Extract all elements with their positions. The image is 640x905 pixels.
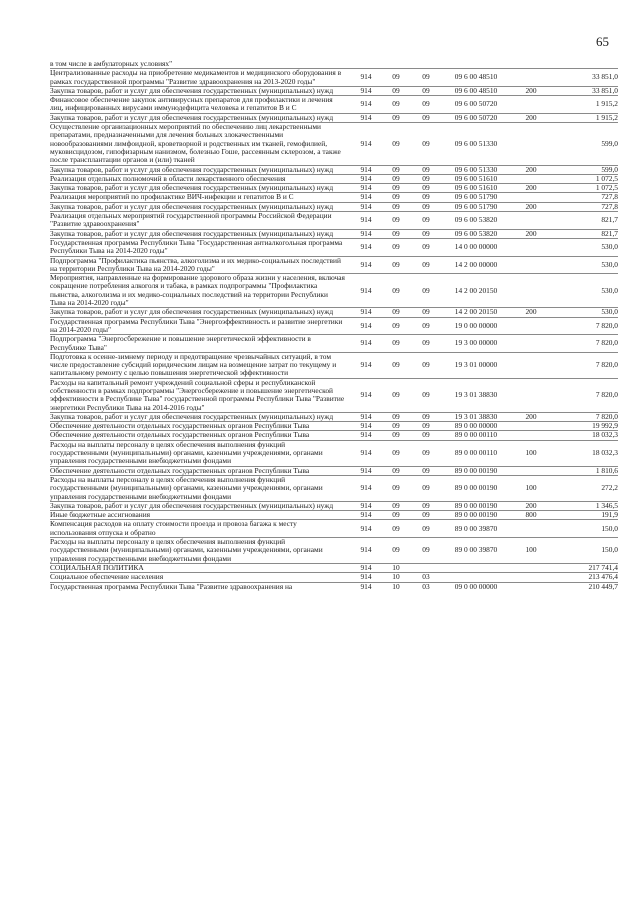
ministry-code: 914 (351, 274, 381, 308)
target-article: 89 0 00 00110 (441, 440, 511, 466)
target-article: 09 6 00 50720 (441, 96, 511, 114)
expense-type: 100 (511, 475, 551, 501)
target-article: 09 6 00 51790 (441, 202, 511, 211)
section-code: 09 (381, 475, 411, 501)
subsection-code: 09 (411, 431, 441, 440)
ministry-code (351, 60, 381, 69)
ministry-code: 914 (351, 378, 381, 412)
target-article: 09 6 00 48510 (441, 69, 511, 87)
target-article: 09 6 00 51790 (441, 193, 511, 202)
row-name: Осуществление организационных мероприятий по обеспечению лиц лекарственными препаратами, предназначенными для лечения больных злокачественными новообразованиями лимфоидной, кроветворной и родственных им тканей, гемофилией, муковисцидозом, гипофизарным нанизмом, болезнью Гоше, рассеянным склерозом, а также после трансплантации органов и (или) тканей (50, 123, 351, 165)
subsection-code: 09 (411, 422, 441, 431)
section-code: 10 (381, 563, 411, 572)
subsection-code: 09 (411, 352, 441, 378)
row-name: Закупка товаров, работ и услуг для обеспечения государственных (муниципальных) нужд (50, 501, 351, 510)
amount: 530,0 (551, 308, 618, 317)
table-row (50, 308, 618, 317)
target-article: 09 6 00 48510 (441, 86, 511, 95)
amount: 599,0 (551, 123, 618, 165)
amount: 1 346,5 (551, 501, 618, 510)
table-row (50, 238, 618, 256)
section-code: 09 (381, 174, 411, 183)
amount (551, 60, 618, 69)
row-name: Расходы на выплаты персоналу в целях обеспечения выполнения функций государственными (муниципальными) органами, казенными учреждениями, органами управления государственными внебюджетными фондами (50, 475, 351, 501)
section-code: 09 (381, 193, 411, 202)
expense-type: 100 (511, 440, 551, 466)
amount: 599,0 (551, 165, 618, 174)
expense-type (511, 123, 551, 165)
expense-type (511, 274, 551, 308)
target-article: 89 0 00 00000 (441, 422, 511, 431)
section-code: 09 (381, 123, 411, 165)
subsection-code: 09 (411, 308, 441, 317)
expense-type (511, 212, 551, 230)
section-code: 09 (381, 165, 411, 174)
expense-type (511, 378, 551, 412)
table-row (50, 475, 618, 501)
subsection-code: 09 (411, 412, 441, 421)
target-article: 89 0 00 00190 (441, 475, 511, 501)
target-article: 89 0 00 00190 (441, 466, 511, 475)
amount: 530,0 (551, 256, 618, 274)
ministry-code: 914 (351, 412, 381, 421)
row-name: Закупка товаров, работ и услуг для обеспечения государственных (муниципальных) нужд (50, 86, 351, 95)
row-name: Реализация мероприятий по профилактике ВИЧ-инфекции и гепатитов В и С (50, 193, 351, 202)
table-row (50, 165, 618, 174)
target-article (441, 573, 511, 582)
budget-table-body (50, 60, 618, 591)
subsection-code (411, 60, 441, 69)
section-code: 09 (381, 308, 411, 317)
ministry-code: 914 (351, 202, 381, 211)
subsection-code: 03 (411, 582, 441, 591)
table-row (50, 335, 618, 353)
amount: 33 851,0 (551, 86, 618, 95)
table-row (50, 431, 618, 440)
amount: 1 072,5 (551, 174, 618, 183)
amount: 210 449,7 (551, 582, 618, 591)
table-row (50, 96, 618, 114)
row-name: в том числе в амбулаторных условиях" (50, 59, 173, 68)
target-article: 19 3 01 38830 (441, 378, 511, 412)
section-code: 09 (381, 378, 411, 412)
subsection-code: 09 (411, 202, 441, 211)
subsection-code: 09 (411, 378, 441, 412)
subsection-code: 09 (411, 335, 441, 353)
subsection-code: 09 (411, 274, 441, 308)
row-name: Иные бюджетные ассигнования (50, 511, 351, 520)
table-row (50, 582, 618, 591)
section-code: 09 (381, 352, 411, 378)
subsection-code: 09 (411, 165, 441, 174)
expense-type: 200 (511, 202, 551, 211)
section-code: 09 (381, 538, 411, 564)
ministry-code: 914 (351, 582, 381, 591)
ministry-code: 914 (351, 212, 381, 230)
expense-type: 100 (511, 538, 551, 564)
ministry-code: 914 (351, 184, 381, 193)
expense-type (511, 335, 551, 353)
amount: 1 915,2 (551, 96, 618, 114)
target-article: 14 2 00 00000 (441, 256, 511, 274)
amount: 7 820,0 (551, 412, 618, 421)
expense-type (511, 563, 551, 572)
ministry-code: 914 (351, 123, 381, 165)
ministry-code: 914 (351, 501, 381, 510)
target-article: 09 6 00 53820 (441, 212, 511, 230)
amount: 150,0 (551, 520, 618, 538)
expense-type (511, 96, 551, 114)
row-name: Обеспечение деятельности отдельных государственных органов Республики Тыва (50, 431, 351, 440)
expense-type (511, 431, 551, 440)
section-code: 09 (381, 501, 411, 510)
subsection-code: 09 (411, 238, 441, 256)
amount: 821,7 (551, 212, 618, 230)
row-name: Реализация отдельных мероприятий государственной программы Российской Федерации "Развитие здравоохранения" (50, 212, 351, 230)
table-row (50, 256, 618, 274)
table-row (50, 520, 618, 538)
target-article: 09 6 00 51330 (441, 123, 511, 165)
subsection-code: 03 (411, 573, 441, 582)
ministry-code: 914 (351, 335, 381, 353)
section-code: 10 (381, 582, 411, 591)
target-article: 09 6 00 51330 (441, 165, 511, 174)
row-name: Расходы на выплаты персоналу в целях обеспечения выполнения функций государственными (муниципальными) органами, казенными учреждениями, органами управления государственными внебюджетными фондами (50, 440, 351, 466)
target-article: 19 3 01 00000 (441, 352, 511, 378)
target-article: 09 6 00 50720 (441, 113, 511, 122)
row-name: Закупка товаров, работ и услуг для обеспечения государственных (муниципальных) нужд (50, 308, 351, 317)
section-code: 09 (381, 238, 411, 256)
row-name: Подготовка к осенне-зимнему периоду и предотвращение чрезвычайных ситуаций, в том числе предоставление субсидий юридическим лицам на возмещение затрат по текущему и капитальному ремонту с целью повышения энергетической эффективности (50, 352, 351, 378)
target-article: 14 2 00 20150 (441, 274, 511, 308)
expense-type: 200 (511, 501, 551, 510)
expense-type: 200 (511, 165, 551, 174)
target-article: 14 0 00 00000 (441, 238, 511, 256)
target-article: 14 2 00 20150 (441, 308, 511, 317)
section-code (381, 60, 411, 69)
row-name: Государственная программа Республики Тыва "Государственная антиалкогольная программа Республики Тыва на 2014-2020 годы" (50, 238, 351, 256)
row-name: СОЦИАЛЬНАЯ ПОЛИТИКА (50, 563, 351, 572)
row-name: Подпрограмма "Энергосбережение и повышение энергетической эффективности в Республике Тыва" (50, 335, 351, 353)
row-name: Финансовое обеспечение закупок антивирусных препаратов для профилактики и лечения лиц, инфицированных вирусами иммунодефицита человека и гепатитов В и С (50, 96, 351, 114)
row-name: Подпрограмма "Профилактика пьянства, алкоголизма и их медико-социальных последствий на территории Республики Тыва на 2014-2020 годы" (50, 256, 351, 274)
section-code: 09 (381, 412, 411, 421)
ministry-code: 914 (351, 466, 381, 475)
section-code: 09 (381, 202, 411, 211)
ministry-code: 914 (351, 238, 381, 256)
target-article: 19 3 01 38830 (441, 412, 511, 421)
ministry-code: 914 (351, 511, 381, 520)
target-article (441, 60, 511, 69)
section-code: 09 (381, 86, 411, 95)
amount: 530,0 (551, 274, 618, 308)
table-row (50, 573, 618, 582)
expense-type: 200 (511, 86, 551, 95)
subsection-code: 09 (411, 475, 441, 501)
row-name: Централизованные расходы на приобретение медикаментов и медицинского оборудования в рамках государственной программы "Развитие здравоохранения на 2013-2020 годы" (50, 69, 351, 87)
amount: 821,7 (551, 229, 618, 238)
row-name: Закупка товаров, работ и услуг для обеспечения государственных (муниципальных) нужд (50, 184, 351, 193)
target-article: 09 6 00 53820 (441, 229, 511, 238)
row-name: Закупка товаров, работ и услуг для обеспечения государственных (муниципальных) нужд (50, 202, 351, 211)
target-article: 09 6 00 51610 (441, 174, 511, 183)
ministry-code: 914 (351, 538, 381, 564)
row-name: Закупка товаров, работ и услуг для обеспечения государственных (муниципальных) нужд (50, 165, 351, 174)
ministry-code: 914 (351, 563, 381, 572)
ministry-code: 914 (351, 422, 381, 431)
subsection-code: 09 (411, 212, 441, 230)
row-name: Компенсация расходов на оплату стоимости проезда и провоза багажа к месту использования отпуска и обратно (50, 520, 351, 538)
amount: 19 992,9 (551, 422, 618, 431)
amount: 18 032,3 (551, 431, 618, 440)
table-row (50, 440, 618, 466)
subsection-code: 09 (411, 538, 441, 564)
ministry-code: 914 (351, 69, 381, 87)
ministry-code: 914 (351, 520, 381, 538)
budget-table (50, 60, 618, 591)
expense-type (511, 193, 551, 202)
expense-type (511, 317, 551, 335)
ministry-code: 914 (351, 352, 381, 378)
amount: 217 741,4 (551, 563, 618, 572)
ministry-code: 914 (351, 440, 381, 466)
expense-type: 200 (511, 412, 551, 421)
amount: 213 476,4 (551, 573, 618, 582)
target-article: 89 0 00 00110 (441, 431, 511, 440)
section-code: 10 (381, 573, 411, 582)
section-code: 09 (381, 440, 411, 466)
ministry-code: 914 (351, 113, 381, 122)
target-article: 89 0 00 39870 (441, 520, 511, 538)
amount: 7 820,0 (551, 352, 618, 378)
table-row (50, 69, 618, 87)
subsection-code: 09 (411, 440, 441, 466)
row-name: Закупка товаров, работ и услуг для обеспечения государственных (муниципальных) нужд (50, 113, 351, 122)
subsection-code: 09 (411, 123, 441, 165)
amount: 272,2 (551, 475, 618, 501)
ministry-code: 914 (351, 256, 381, 274)
row-name: Социальное обеспечение населения (50, 573, 351, 582)
table-row (50, 274, 618, 308)
expense-type (511, 238, 551, 256)
ministry-code: 914 (351, 96, 381, 114)
section-code: 09 (381, 274, 411, 308)
section-code: 09 (381, 511, 411, 520)
ministry-code: 914 (351, 193, 381, 202)
ministry-code: 914 (351, 229, 381, 238)
row-name: Закупка товаров, работ и услуг для обеспечения государственных (муниципальных) нужд (50, 412, 351, 421)
amount: 1 810,6 (551, 466, 618, 475)
section-code: 09 (381, 335, 411, 353)
section-code: 09 (381, 422, 411, 431)
row-name: Расходы на выплаты персоналу в целях обеспечения выполнения функций государственными (муниципальными) органами, казенными учреждениями, органами управления государственными внебюджетными фондами (50, 538, 351, 564)
section-code: 09 (381, 229, 411, 238)
ministry-code: 914 (351, 165, 381, 174)
target-article: 89 0 00 00190 (441, 501, 511, 510)
subsection-code: 09 (411, 256, 441, 274)
expense-type (511, 582, 551, 591)
ministry-code: 914 (351, 573, 381, 582)
subsection-code: 09 (411, 184, 441, 193)
table-row (50, 352, 618, 378)
section-code: 09 (381, 466, 411, 475)
subsection-code: 09 (411, 466, 441, 475)
section-code: 09 (381, 212, 411, 230)
amount: 191,9 (551, 511, 618, 520)
amount: 530,0 (551, 238, 618, 256)
row-name: Расходы на капитальный ремонт учреждений социальной сферы и республиканской собственности в рамках подпрограммы "Энергосбережение и повышение энергетической эффективности в Республике Тыва" государственной программы Республики Тыва "Развитие энергетики Республики Тыва на 2014-2016 годы" (50, 378, 351, 412)
subsection-code: 09 (411, 511, 441, 520)
row-name: Обеспечение деятельности отдельных государственных органов Республики Тыва (50, 466, 351, 475)
subsection-code: 09 (411, 113, 441, 122)
subsection-code: 09 (411, 229, 441, 238)
ministry-code: 914 (351, 431, 381, 440)
target-article (441, 563, 511, 572)
table-row (50, 317, 618, 335)
row-name: Обеспечение деятельности отдельных государственных органов Республики Тыва (50, 422, 351, 431)
page-number: 65 (596, 34, 609, 49)
amount: 1 915,2 (551, 113, 618, 122)
amount: 7 820,0 (551, 335, 618, 353)
row-name: Государственная программа Республики Тыва "Развитие здравоохранения на (50, 582, 351, 591)
section-code: 09 (381, 317, 411, 335)
target-article: 19 0 00 00000 (441, 317, 511, 335)
target-article: 19 3 00 00000 (441, 335, 511, 353)
target-article: 89 0 00 39870 (441, 538, 511, 564)
ministry-code: 914 (351, 308, 381, 317)
amount: 150,0 (551, 538, 618, 564)
subsection-code: 09 (411, 96, 441, 114)
amount: 727,8 (551, 193, 618, 202)
subsection-code: 09 (411, 501, 441, 510)
amount: 727,8 (551, 202, 618, 211)
row-name: Реализация отдельных полномочий в области лекарственного обеспечения (50, 174, 351, 183)
expense-type: 200 (511, 308, 551, 317)
amount: 7 820,0 (551, 378, 618, 412)
row-name: Мероприятия, направленные на формирование здорового образа жизни у населения, включая сокращение потребления алкоголя и табака, в рамках подпрограммы "Профилактика пьянства, алкоголизма и их медико-социальных последствий на территории Республики Тыва на 2014-2020 годы" (50, 274, 351, 308)
section-code: 09 (381, 69, 411, 87)
subsection-code: 09 (411, 193, 441, 202)
section-code: 09 (381, 520, 411, 538)
subsection-code: 09 (411, 520, 441, 538)
ministry-code: 914 (351, 174, 381, 183)
subsection-code: 09 (411, 174, 441, 183)
ministry-code: 914 (351, 317, 381, 335)
row-name: Государственная программа Республики Тыва "Энергоэффективность и развитие энергетики на 2014-2020 годы" (50, 317, 351, 335)
expense-type (511, 466, 551, 475)
target-article: 09 6 00 51610 (441, 184, 511, 193)
expense-type (511, 352, 551, 378)
table-row (50, 193, 618, 202)
subsection-code: 09 (411, 317, 441, 335)
section-code: 09 (381, 256, 411, 274)
section-code: 09 (381, 113, 411, 122)
section-code: 09 (381, 184, 411, 193)
row-name: Закупка товаров, работ и услуг для обеспечения государственных (муниципальных) нужд (50, 229, 351, 238)
amount: 1 072,5 (551, 184, 618, 193)
expense-type: 200 (511, 113, 551, 122)
section-code: 09 (381, 431, 411, 440)
expense-type: 800 (511, 511, 551, 520)
expense-type: 200 (511, 229, 551, 238)
expense-type: 200 (511, 184, 551, 193)
target-article: 89 0 00 00190 (441, 511, 511, 520)
section-code: 09 (381, 96, 411, 114)
amount: 18 032,3 (551, 440, 618, 466)
table-row (50, 212, 618, 230)
expense-type (511, 60, 551, 69)
expense-type (511, 69, 551, 87)
expense-type (511, 422, 551, 431)
expense-type (511, 256, 551, 274)
amount: 33 851,0 (551, 69, 618, 87)
amount: 7 820,0 (551, 317, 618, 335)
subsection-code: 09 (411, 86, 441, 95)
table-row (50, 538, 618, 564)
subsection-code: 09 (411, 69, 441, 87)
expense-type (511, 520, 551, 538)
target-article: 09 0 00 00000 (441, 582, 511, 591)
expense-type (511, 573, 551, 582)
ministry-code: 914 (351, 86, 381, 95)
table-row (50, 123, 618, 165)
table-row (50, 378, 618, 412)
ministry-code: 914 (351, 475, 381, 501)
